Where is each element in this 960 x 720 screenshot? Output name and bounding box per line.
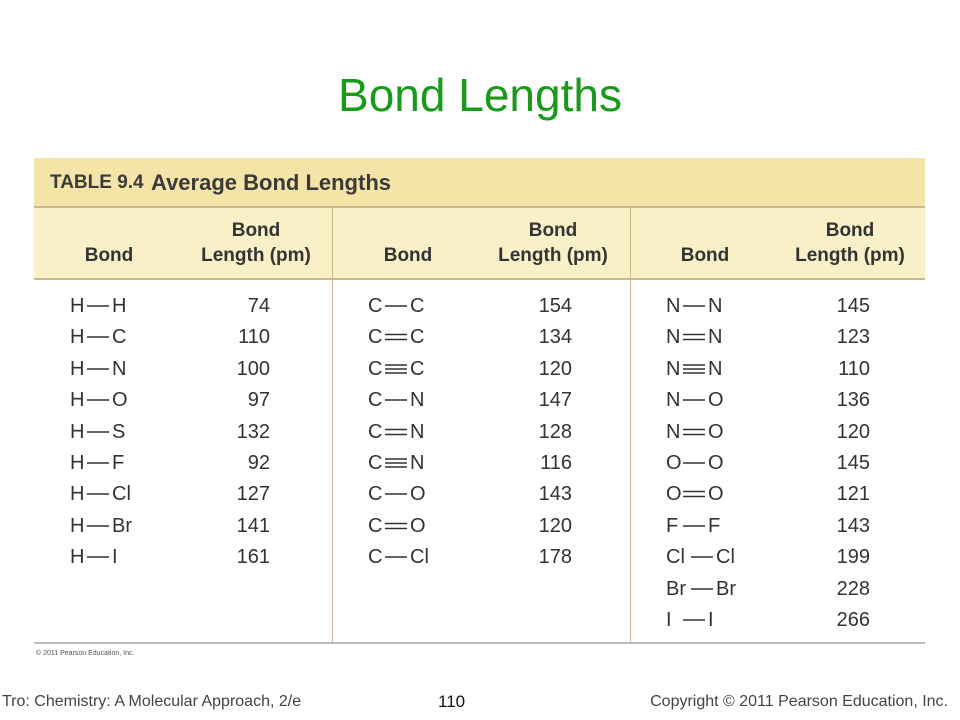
bond-atom-right: N [410, 420, 425, 443]
bond-atom-left: H [70, 295, 85, 317]
bond-length-value: 92 [247, 452, 270, 474]
bond-atom-left: N [666, 295, 681, 317]
header-bond-1: Bond [84, 245, 134, 266]
bond-line-icon [383, 354, 409, 384]
bond-atom-right: F [708, 514, 721, 537]
header-length-1-line1: Bond [231, 220, 281, 241]
bond-atom-right: C [112, 326, 127, 349]
bond-length-value: 123 [836, 326, 870, 349]
bond-atom-right: S [112, 420, 126, 443]
bond-atom-right: C [410, 295, 425, 317]
bond-atom-left: O [666, 483, 682, 506]
table-row [368, 354, 618, 384]
bond-line-icon [681, 354, 707, 384]
bond-atom-right: O [708, 420, 724, 443]
column-divider [332, 208, 333, 644]
table-copyright-note: © 2011 Pearson Education, Inc. [36, 650, 135, 657]
bond-length-value: 128 [538, 420, 572, 443]
bond-length-value: 136 [836, 389, 870, 412]
bond-atom-left: N [666, 326, 681, 349]
header-length-3-line1: Bond [825, 220, 875, 241]
bond-line-icon [85, 417, 111, 447]
bond-atom-right: I [112, 546, 118, 569]
bond-line-icon [681, 385, 707, 415]
bond-length-value: 100 [236, 357, 270, 380]
bond-atom-right: O [410, 514, 426, 537]
bond-atom-right: Cl [112, 483, 131, 506]
bond-line-icon [681, 511, 707, 541]
table-row [368, 479, 618, 509]
bond-atom-right: H [112, 295, 127, 317]
table-row [368, 322, 618, 352]
table-row [70, 354, 320, 384]
bond-length-value: 199 [836, 546, 870, 569]
bond-atom-right: O [708, 483, 724, 506]
bond-atom-left: H [70, 483, 85, 506]
page-number: 110 [438, 692, 466, 711]
bond-atom-left: N [666, 420, 681, 443]
bond-atom-right: N [410, 389, 425, 412]
bond-line-icon [383, 417, 409, 447]
bond-atom-right: N [410, 452, 425, 474]
header-length-3-line2: Length (pm) [795, 245, 905, 266]
bond-atom-right: C [410, 326, 425, 349]
table-row [666, 542, 916, 572]
table-row [666, 417, 916, 447]
bond-atom-right: C [410, 357, 425, 380]
bond-line-icon [383, 479, 409, 509]
bond-atom-left: H [70, 420, 85, 443]
table-caption [34, 158, 925, 208]
table-row [666, 574, 916, 604]
table-row [70, 417, 320, 447]
bond-atom-right: O [410, 483, 426, 506]
table-row [70, 385, 320, 415]
bond-line-icon [383, 291, 409, 321]
table-row [666, 479, 916, 509]
table-row [70, 291, 320, 321]
column-divider [630, 208, 631, 644]
bond-atom-left: C [368, 546, 383, 569]
bond-length-value: 120 [836, 420, 870, 443]
bond-length-value: 97 [247, 389, 270, 412]
bond-line-icon [689, 574, 715, 604]
bond-atom-right: F [112, 452, 125, 474]
bond-line-icon [383, 448, 409, 478]
footer-course: Tro: Chemistry: A Molecular Approach, 2/e [2, 693, 302, 710]
bond-atom-left: Cl [666, 546, 685, 569]
bond-line-icon [383, 385, 409, 415]
bond-atom-right: O [112, 389, 128, 412]
bond-line-icon [383, 542, 409, 572]
bond-length-value: 121 [836, 483, 870, 506]
bond-atom-left: C [368, 514, 383, 537]
bond-atom-left: C [368, 452, 383, 474]
table-row [666, 448, 916, 478]
bond-length-value: 132 [236, 420, 270, 443]
table-header [34, 208, 925, 280]
bond-length-value: 143 [836, 514, 870, 537]
bond-atom-right: N [708, 326, 723, 349]
bond-atom-right: I [708, 609, 714, 631]
bond-line-icon [681, 448, 707, 478]
table-title: Average Bond Lengths [151, 170, 391, 195]
bond-atom-left: C [368, 483, 383, 506]
bond-length-value: 110 [238, 326, 270, 349]
bond-line-icon [85, 322, 111, 352]
table-row [368, 511, 618, 541]
bond-line-icon [85, 291, 111, 321]
bond-atom-right: O [708, 389, 724, 412]
bond-atom-left: I [666, 609, 672, 631]
footer-copyright: Copyright © 2011 Pearson Education, Inc. [650, 693, 948, 710]
bond-atom-right: N [112, 357, 127, 380]
bond-atom-left: Br [666, 577, 686, 600]
bond-line-icon [681, 291, 707, 321]
bond-atom-left: H [70, 326, 85, 349]
table-row [666, 605, 916, 635]
bond-length-value: 74 [247, 295, 270, 317]
bond-line-icon [383, 322, 409, 352]
bond-length-value: 127 [236, 483, 270, 506]
bond-line-icon [681, 605, 707, 635]
bond-atom-left: H [70, 546, 85, 569]
bond-line-icon [383, 511, 409, 541]
bond-length-value: 120 [538, 357, 572, 380]
bond-atom-left: O [666, 452, 682, 474]
bond-line-icon [681, 479, 707, 509]
bond-line-icon [85, 448, 111, 478]
header-length-2-line1: Bond [528, 220, 578, 241]
bond-atom-left: F [666, 514, 679, 537]
bond-length-value: 178 [538, 546, 572, 569]
bond-line-icon [85, 479, 111, 509]
bond-length-value: 147 [538, 389, 572, 412]
header-length-1-line2: Length (pm) [201, 245, 311, 266]
bond-line-icon [681, 322, 707, 352]
bond-length-value: 110 [838, 357, 870, 380]
bond-length-table [34, 158, 925, 644]
table-row [368, 417, 618, 447]
bond-line-icon [689, 542, 715, 572]
bond-length-value: 134 [538, 326, 572, 349]
bond-atom-left: H [70, 452, 85, 474]
bond-length-value: 266 [836, 609, 870, 631]
bond-line-icon [85, 385, 111, 415]
table-row [368, 385, 618, 415]
table-row [666, 291, 916, 321]
table-row [666, 385, 916, 415]
bond-atom-right: O [708, 452, 724, 474]
bond-atom-right: Br [716, 577, 736, 600]
table-row [666, 322, 916, 352]
bond-length-value: 154 [538, 295, 572, 317]
bond-length-value: 141 [236, 514, 270, 537]
table-row [70, 448, 320, 478]
slide-title: Bond Lengths [338, 69, 622, 121]
bond-line-icon [681, 417, 707, 447]
bond-line-icon [85, 542, 111, 572]
bond-length-value: 120 [538, 514, 572, 537]
table-row [70, 479, 320, 509]
bond-atom-right: Cl [716, 546, 735, 569]
table-row [666, 511, 916, 541]
bond-length-value: 145 [836, 452, 870, 474]
bond-length-value: 145 [836, 295, 870, 317]
bond-length-value: 161 [236, 546, 270, 569]
bond-atom-left: N [666, 389, 681, 412]
bond-atom-left: C [368, 357, 383, 380]
bond-atom-right: N [708, 357, 723, 380]
table-row [666, 354, 916, 384]
bond-atom-left: H [70, 514, 85, 537]
table-row [368, 291, 618, 321]
bond-length-value: 143 [538, 483, 572, 506]
bond-atom-right: N [708, 295, 723, 317]
table-number: TABLE 9.4 [50, 172, 144, 193]
header-length-2-line2: Length (pm) [498, 245, 608, 266]
bond-atom-left: C [368, 326, 383, 349]
bond-atom-left: C [368, 420, 383, 443]
bond-atom-left: N [666, 357, 681, 380]
bond-line-icon [85, 354, 111, 384]
header-bond-2: Bond [383, 245, 433, 266]
bond-atom-right: Br [112, 514, 132, 537]
table-row [368, 448, 618, 478]
header-bond-3: Bond [680, 245, 730, 266]
bond-atom-left: C [368, 295, 383, 317]
bond-atom-right: Cl [410, 546, 429, 569]
bond-length-value: 116 [540, 452, 572, 474]
table-bottom-rule [34, 642, 925, 644]
bond-line-icon [85, 511, 111, 541]
table-row [70, 542, 320, 572]
bond-length-value: 228 [836, 577, 870, 600]
bond-atom-left: C [368, 389, 383, 412]
table-row [368, 542, 618, 572]
table-row [70, 511, 320, 541]
bond-atom-left: H [70, 357, 85, 380]
table-row [70, 322, 320, 352]
bond-atom-left: H [70, 389, 85, 412]
